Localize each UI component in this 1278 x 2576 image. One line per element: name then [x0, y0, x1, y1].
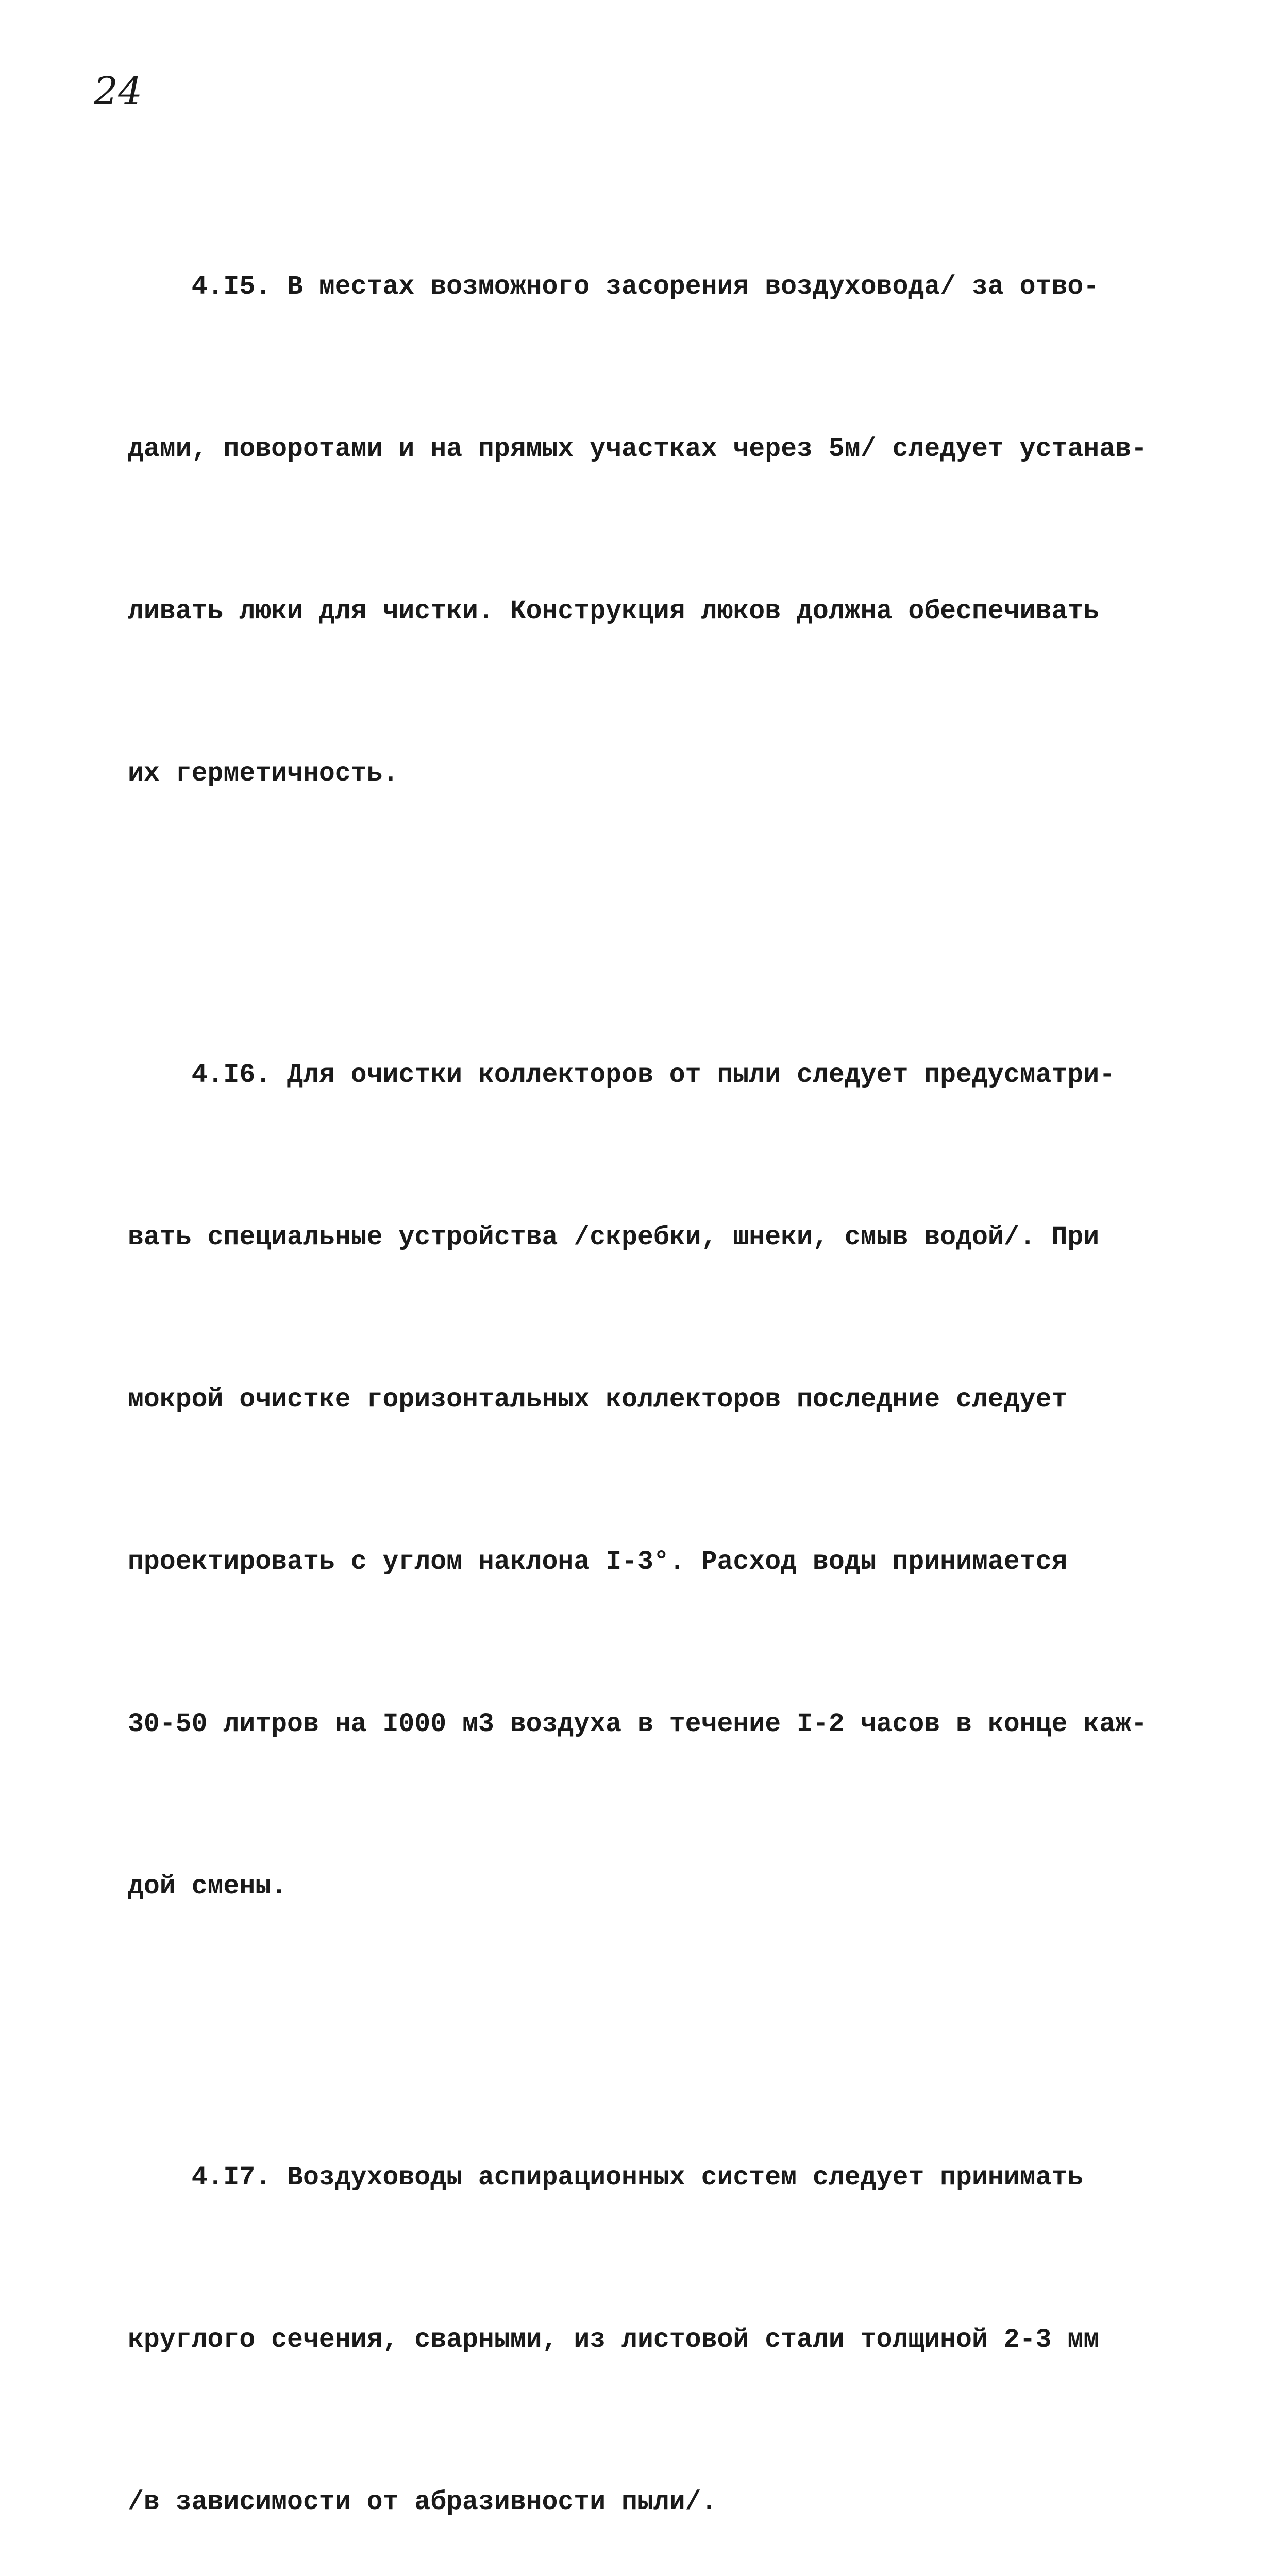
text-line: круглого сечения, сварными, из листовой стали толщиной 2-3 мм [128, 2325, 1100, 2355]
text-line: /в зависимости от абразивности пыли/. [128, 2487, 717, 2517]
text-line: их герметичность. [128, 759, 399, 789]
text-line: 30-50 литров на I000 м3 воздуха в течение I-2 часов в конце каж- [128, 1709, 1147, 1739]
text-line: 4.I5. В местах возможного засорения воздуховода/ за отво- [128, 272, 1100, 302]
text-line: ливать люки для чистки. Конструкция люков должна обеспечивать [128, 597, 1100, 626]
page-number: 24 [94, 69, 143, 113]
text-line: проектировать с углом наклона I-3°. Расход воды принимается [128, 1547, 1068, 1577]
text-line: мокрой очистке горизонтальных коллекторов последние следует [128, 1385, 1068, 1415]
paragraph-4-15 [128, 152, 1200, 909]
text-line: вать специальные устройства /скребки, шнеки, смыв водой/. При [128, 1223, 1100, 1252]
paragraph-4-16 [128, 940, 1200, 2022]
text-line: дами, поворотами и на прямых участках через 5м/ следует устанав- [128, 434, 1147, 464]
document-body [128, 152, 1200, 2576]
text-line: 4.I7. Воздуховоды аспирационных систем следует принимать [128, 2163, 1084, 2193]
paragraph-4-17 [128, 2043, 1200, 2576]
text-line: 4.I6. Для очистки коллекторов от пыли следует предусматри- [128, 1060, 1116, 1090]
text-line: дой смены. [128, 1872, 288, 1902]
